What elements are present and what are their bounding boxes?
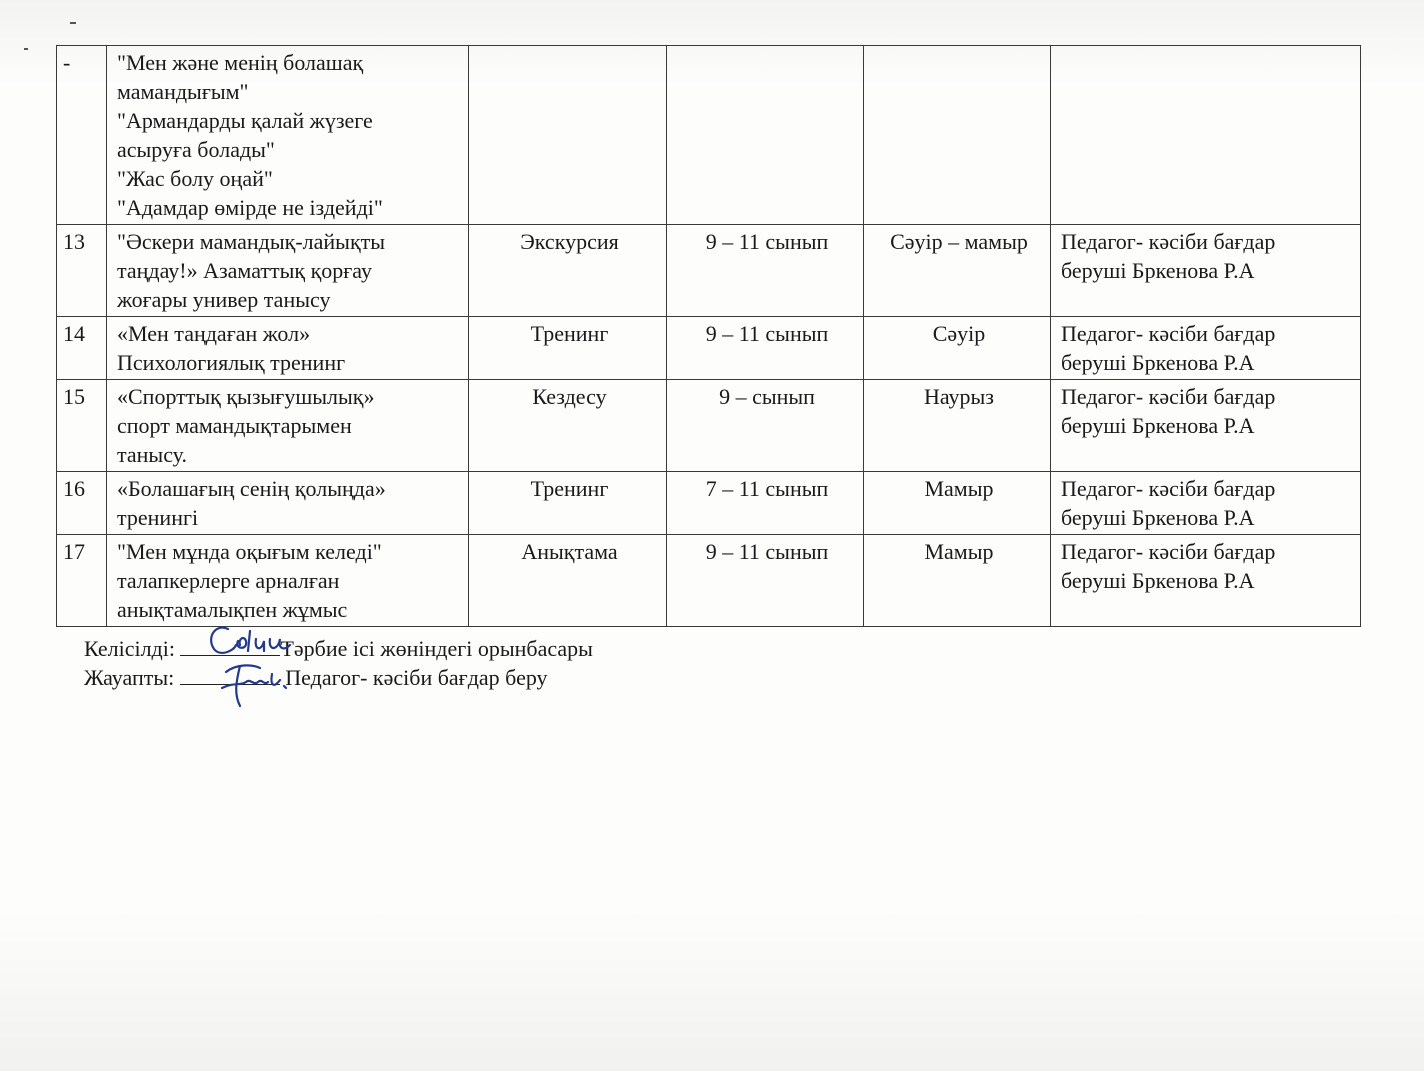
table-row — [57, 535, 1361, 627]
cell-event-title — [107, 535, 469, 627]
agreed-role: Тәрбие ісі жөніндегі орынбасары — [280, 636, 593, 661]
cell-form — [469, 46, 667, 225]
cell-grade: 9 – сынып — [667, 380, 864, 472]
cell-event-title — [107, 225, 469, 317]
event-title-line: "Мен мұнда оқығым келеді" — [117, 539, 382, 564]
cell-responsible — [1051, 225, 1361, 317]
cell-number: - — [57, 46, 107, 225]
cell-event-title — [107, 46, 469, 225]
scan-mark — [70, 22, 76, 24]
event-title-line: "Адамдар өмірде не іздейді" — [117, 195, 383, 220]
table-row — [57, 380, 1361, 472]
table-row — [57, 472, 1361, 535]
event-title-line: «Мен таңдаған жол» — [117, 321, 311, 346]
cell-number: 15 — [57, 380, 107, 472]
event-title-line: "Әскери мамандық-лайықты — [117, 229, 386, 254]
cell-grade: 7 – 11 сынып — [667, 472, 864, 535]
responsible-signature-icon — [200, 652, 300, 712]
responsible-line: беруші Бркенова Р.А — [1061, 413, 1255, 438]
footer-responsible — [84, 662, 548, 692]
event-title-line: танысу. — [117, 442, 187, 467]
cell-period: Сәуір — [864, 317, 1051, 380]
cell-responsible — [1051, 317, 1361, 380]
event-title-line: таңдау!» Азаматтық қорғау — [117, 258, 372, 283]
cell-form: Тренинг — [469, 472, 667, 535]
cell-form: Анықтама — [469, 535, 667, 627]
cell-event-title — [107, 472, 469, 535]
responsible-line: Педагог- кәсіби бағдар — [1061, 539, 1276, 564]
cell-responsible — [1051, 535, 1361, 627]
agreed-label: Келісілді: — [84, 636, 175, 661]
cell-period: Наурыз — [864, 380, 1051, 472]
event-title-line: Психологиялық тренинг — [117, 350, 346, 375]
responsible-line: беруші Бркенова Р.А — [1061, 505, 1255, 530]
event-title-line: "Жас болу оңай" — [117, 166, 273, 191]
footer-agreed — [84, 633, 593, 663]
event-title-line: «Болашағың сенің қолыңда» — [117, 476, 386, 501]
cell-form: Экскурсия — [469, 225, 667, 317]
event-title-line: мамандығым" — [117, 79, 249, 104]
cell-period: Сәуір – мамыр — [864, 225, 1051, 317]
responsible-line: беруші Бркенова Р.А — [1061, 350, 1255, 375]
responsible-label: Жауапты: — [84, 665, 175, 690]
cell-responsible — [1051, 472, 1361, 535]
event-plan-table — [56, 45, 1361, 627]
table-row — [57, 317, 1361, 380]
table-row — [57, 225, 1361, 317]
cell-grade — [667, 46, 864, 225]
cell-responsible — [1051, 380, 1361, 472]
cell-number: 13 — [57, 225, 107, 317]
responsible-line: беруші Бркенова Р.А — [1061, 258, 1255, 283]
cell-number: 14 — [57, 317, 107, 380]
event-title-line: "Армандарды қалай жүзеге — [117, 108, 373, 133]
event-title-line: "Мен және менің болашақ — [117, 50, 364, 75]
cell-number: 17 — [57, 535, 107, 627]
table-body — [57, 46, 1361, 627]
cell-event-title — [107, 380, 469, 472]
cell-form: Тренинг — [469, 317, 667, 380]
table-row — [57, 46, 1361, 225]
responsible-line: беруші Бркенова Р.А — [1061, 568, 1255, 593]
cell-period: Мамыр — [864, 472, 1051, 535]
event-title-line: тренингі — [117, 505, 199, 530]
responsible-line: Педагог- кәсіби бағдар — [1061, 321, 1276, 346]
cell-grade: 9 – 11 сынып — [667, 317, 864, 380]
cell-grade: 9 – 11 сынып — [667, 225, 864, 317]
cell-form: Кездесу — [469, 380, 667, 472]
cell-number: 16 — [57, 472, 107, 535]
event-title-line: анықтамалықпен жұмыс — [117, 597, 348, 622]
event-title-line: жоғары универ танысу — [117, 287, 331, 312]
event-title-line: талапкерлерге арналған — [117, 568, 340, 593]
responsible-line: Педагог- кәсіби бағдар — [1061, 229, 1276, 254]
cell-period — [864, 46, 1051, 225]
event-title-line: спорт мамандықтарымен — [117, 413, 352, 438]
cell-responsible — [1051, 46, 1361, 225]
cell-event-title — [107, 317, 469, 380]
cell-period: Мамыр — [864, 535, 1051, 627]
event-title-line: асыруға болады" — [117, 137, 275, 162]
scan-mark — [24, 48, 28, 50]
responsible-line: Педагог- кәсіби бағдар — [1061, 384, 1276, 409]
responsible-line: Педагог- кәсіби бағдар — [1061, 476, 1276, 501]
cell-grade: 9 – 11 сынып — [667, 535, 864, 627]
responsible-role: Педагог- кәсіби бағдар беру — [285, 665, 548, 690]
event-title-line: «Спорттық қызығушылық» — [117, 384, 375, 409]
